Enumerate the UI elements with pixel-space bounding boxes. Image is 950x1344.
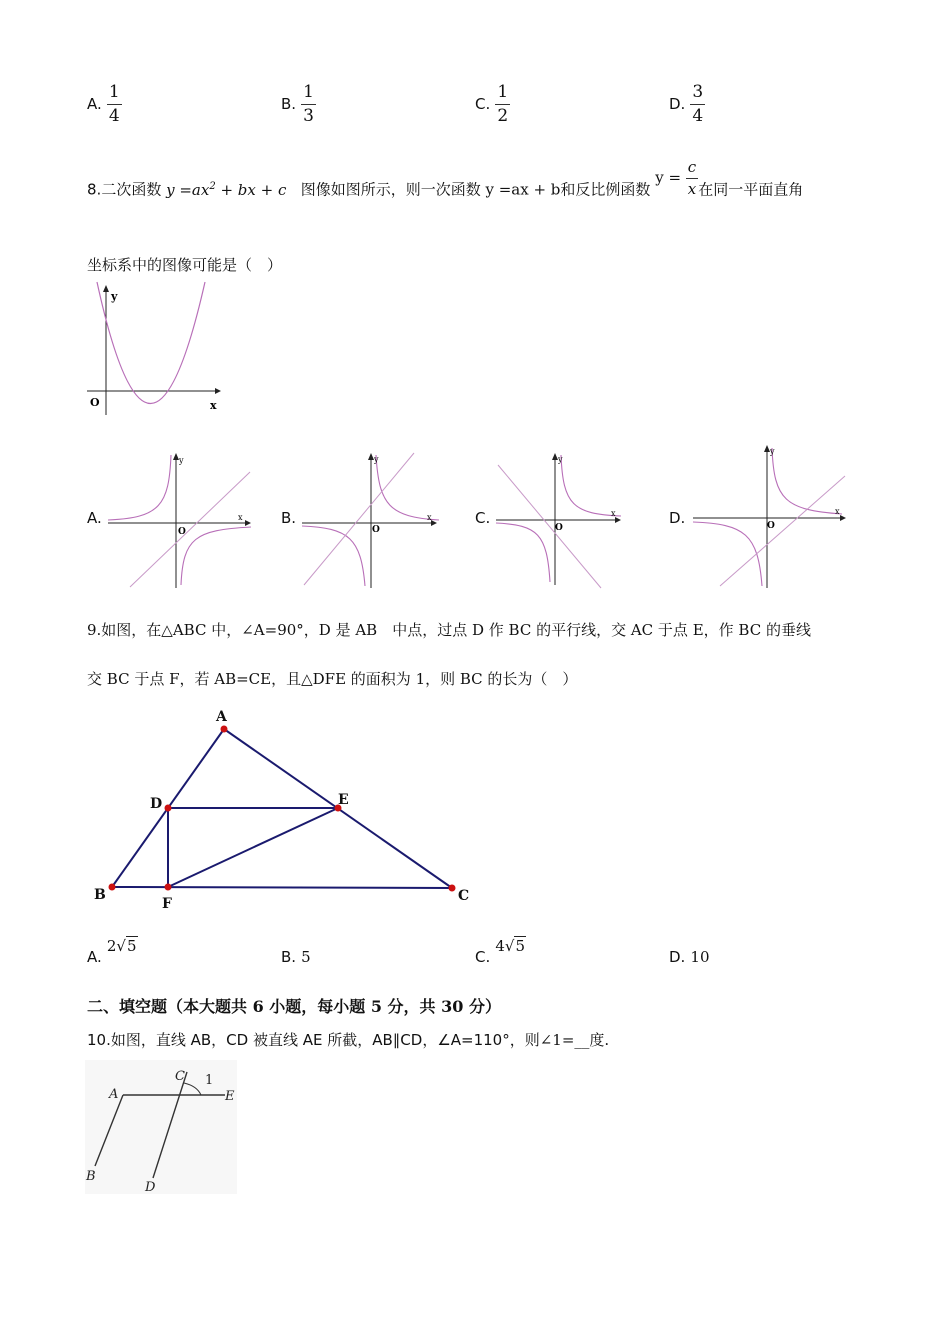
q8-text-1: 二次函数: [101, 180, 162, 199]
q8-text-2: 图像如图所示，则一次函数: [300, 180, 481, 199]
q9-option-b-letter: B.: [281, 948, 297, 966]
label-e: E: [225, 1089, 235, 1104]
segment-fe: [168, 808, 338, 887]
frac-num: 1: [303, 82, 314, 102]
q8-option-a-letter[interactable]: A.: [87, 509, 102, 527]
x-axis-arrow: [245, 520, 251, 526]
q7-option-b[interactable]: [281, 84, 316, 125]
point-f: [165, 884, 172, 891]
point-d: [165, 805, 172, 812]
label-angle-1: 1: [205, 1073, 214, 1088]
y-label: y: [770, 447, 775, 456]
point-c: [449, 885, 456, 892]
sqrt-radicand: 5: [126, 937, 137, 955]
label-b: B: [86, 1169, 96, 1184]
q7-option-c[interactable]: [475, 84, 510, 125]
frac-den: x: [687, 180, 697, 198]
q8-formula-inverse: [655, 160, 698, 197]
q9-option-a-value: 2√5: [106, 937, 137, 955]
q8-option-d-graph[interactable]: [690, 438, 850, 590]
q8-main-graph: [85, 280, 225, 420]
q9-question-line2: 交 BC 于点 F，若 AB=CE，且△DFE 的面积为 1，则 BC 的长为（ ）: [87, 670, 578, 688]
q8-formula-exp: 2: [209, 180, 216, 192]
frac-den: 3: [303, 106, 314, 126]
origin-label: O: [90, 396, 100, 409]
x-axis-arrow: [431, 520, 437, 526]
x-axis-arrow: [840, 515, 846, 521]
q9-option-b[interactable]: [281, 947, 311, 966]
origin-label: O: [555, 523, 563, 533]
point-a: [221, 726, 228, 733]
linear-line: [304, 453, 414, 585]
label-c: C: [175, 1069, 185, 1084]
q9-option-d-value: 10: [690, 948, 710, 966]
q9-option-d[interactable]: [669, 947, 710, 966]
q9-triangle-figure: [88, 704, 478, 914]
label-f: F: [162, 896, 172, 912]
q8-option-c-graph[interactable]: [493, 450, 643, 590]
q9-question-line1: 9.如图，在△ABC 中，∠A=90°，D 是 AB 中点，过点 D 作 BC 的平行线，交 AC 于点 E，作 BC 的垂线: [87, 621, 811, 639]
x-label: x: [238, 513, 243, 522]
y-axis-arrow: [103, 285, 109, 292]
q10-question: [87, 1029, 609, 1050]
q8-question: [87, 158, 867, 209]
hyperbola-branch-1: [561, 455, 621, 516]
q8-option-d-letter[interactable]: D.: [669, 509, 686, 527]
q8-formula-a: y =ax: [166, 180, 210, 199]
q8-formula-quadratic: [166, 181, 286, 199]
q7-option-a-letter: A.: [87, 95, 102, 113]
label-d: D: [150, 796, 163, 812]
frac-num: c: [687, 158, 697, 176]
frac-den: 4: [108, 106, 120, 126]
q10-text-a: 10.如图，直线 AB，CD 被直线 AE 所截，AB∥CD，∠A=110°，则: [87, 1031, 540, 1049]
q8-formula-linear: y =ax + b: [485, 180, 561, 199]
x-label: x: [427, 513, 432, 522]
q7-option-b-fraction: [301, 84, 316, 125]
hyperbola-branch-1: [772, 448, 842, 514]
hyperbola-branch-2: [181, 527, 251, 585]
origin-label: O: [767, 521, 775, 531]
frac-den: 2: [497, 106, 509, 126]
frac-num: 3: [692, 82, 704, 102]
y-label: y: [111, 290, 118, 303]
frac-den: 4: [692, 106, 704, 126]
frac-num: 1: [108, 82, 120, 102]
segment-bc: [112, 887, 452, 888]
sqrt-coef: 4: [495, 937, 505, 955]
q9-option-c[interactable]: [475, 936, 526, 966]
q7-option-a-fraction: [107, 84, 122, 125]
q8-formula-inverse-frac: [686, 160, 698, 197]
q8-option-c-letter[interactable]: C.: [475, 509, 491, 527]
label-a: A: [109, 1087, 119, 1102]
q7-option-d-fraction: [690, 84, 705, 125]
y-label: y: [558, 455, 563, 464]
hyperbola-branch-2: [496, 523, 550, 582]
q8-text-3: 和反比例函数: [560, 180, 651, 199]
origin-label: O: [178, 527, 186, 537]
section-2-heading: 二、填空题（本大题共 6 小题，每小题 5 分，共 30 分）: [87, 997, 501, 1016]
q8-text-4: 在同一平面直角: [698, 180, 804, 199]
q8-formula-b: + bx + c: [215, 180, 287, 199]
label-d: D: [145, 1180, 156, 1194]
x-label: x: [210, 399, 217, 412]
point-b: [109, 884, 116, 891]
linear-line: [130, 472, 250, 587]
y-label: y: [374, 455, 379, 464]
q8-number: 8.: [87, 180, 102, 199]
q8-option-b-graph[interactable]: [299, 450, 449, 590]
q9-option-c-letter: C.: [475, 948, 491, 966]
origin-label: O: [372, 525, 380, 535]
q7-option-d[interactable]: [669, 84, 705, 125]
label-a: A: [216, 709, 227, 725]
label-e: E: [338, 792, 349, 808]
label-c: C: [458, 888, 470, 904]
q7-option-c-fraction: [495, 84, 510, 125]
label-b: B: [94, 887, 106, 903]
x-label: x: [611, 509, 616, 518]
hyperbola-branch-2: [302, 526, 365, 586]
frac-num: 1: [497, 82, 509, 102]
x-label: x: [835, 507, 840, 516]
hyperbola-branch-2: [693, 522, 762, 586]
q9-option-d-letter: D.: [669, 948, 686, 966]
q8-question-line2: 坐标系中的图像可能是（ ）: [87, 256, 283, 274]
q7-option-c-letter: C.: [475, 95, 491, 113]
q9-option-b-value: 5: [301, 948, 311, 966]
q8-option-a-graph[interactable]: [105, 450, 255, 590]
q7-option-d-letter: D.: [669, 95, 686, 113]
q9-option-a-letter: A.: [87, 948, 102, 966]
figure-background: [85, 1060, 237, 1194]
x-axis-arrow: [615, 517, 621, 523]
q7-option-a[interactable]: [87, 84, 122, 125]
q10-figure: [85, 1060, 237, 1194]
hyperbola-branch-1: [108, 455, 171, 520]
q8-option-b-letter[interactable]: B.: [281, 509, 297, 527]
y-label: y: [179, 456, 184, 465]
q10-text-b: ∠1=__度.: [539, 1031, 610, 1049]
q7-option-b-letter: B.: [281, 95, 297, 113]
q9-option-a[interactable]: [87, 936, 138, 966]
x-axis-arrow: [215, 388, 221, 394]
sqrt-coef: 2: [106, 937, 117, 955]
q8-formula-inverse-y: y =: [655, 168, 682, 187]
sqrt-radicand: 5: [515, 937, 525, 955]
q9-option-c-value: 4√5: [495, 937, 525, 955]
